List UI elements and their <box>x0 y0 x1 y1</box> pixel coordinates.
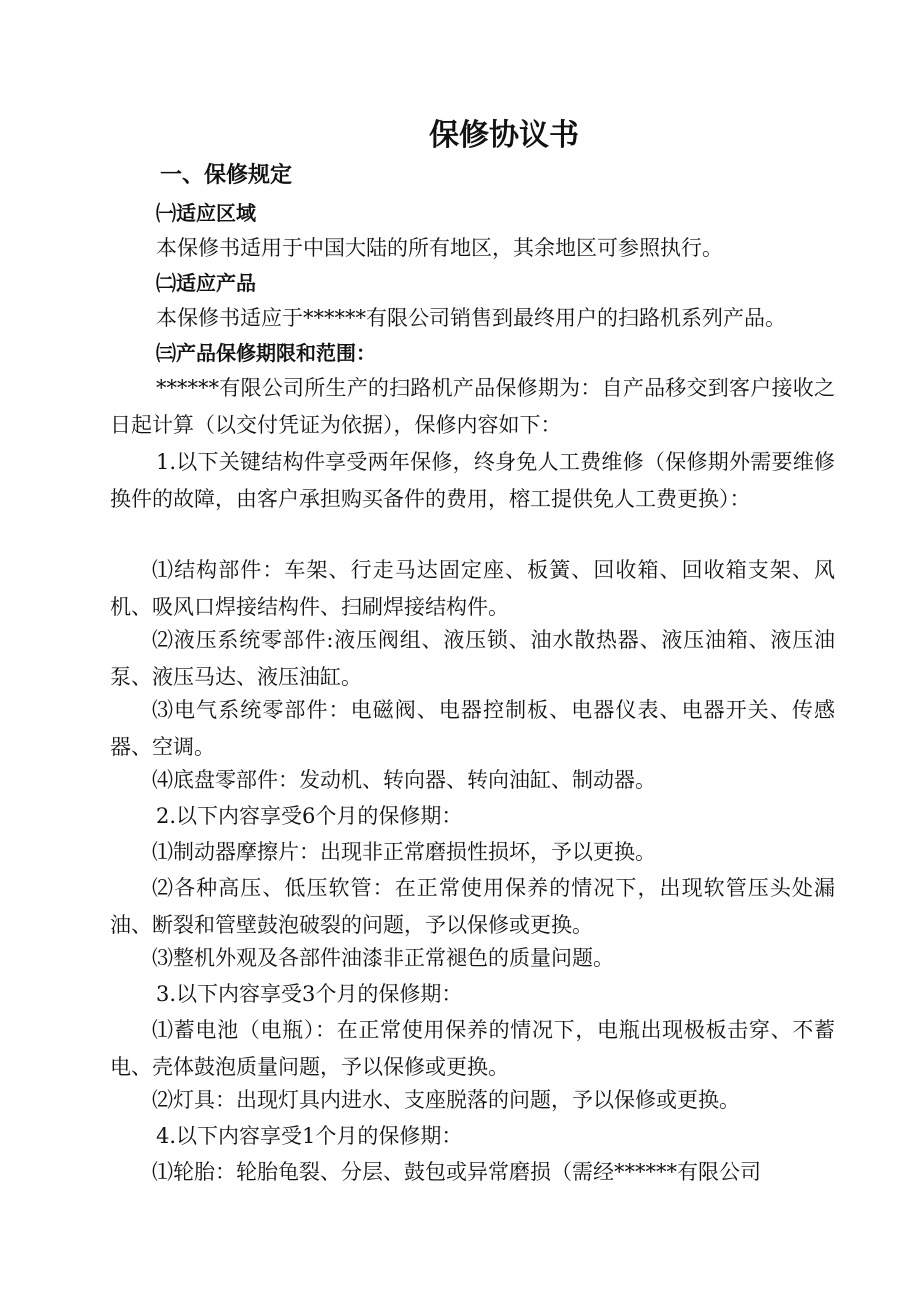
paragraph-item-1-3: ⑶电气系统零部件：电磁阀、电器控制板、电器仪表、电器开关、传感器、空调。 <box>110 698 835 759</box>
subheading-applicable-products: ㈡适应产品 <box>156 271 256 295</box>
paragraph-item-2-1: ⑴制动器摩擦片：出现非正常磨损性损坏，予以更换。 <box>152 840 656 864</box>
paragraph-item-1-4: ⑷底盘零部件：发动机、转向器、转向油缸、制动器。 <box>152 768 656 792</box>
subheading-applicable-region: ㈠适应区域 <box>156 201 256 225</box>
paragraph-item-2-3: ⑶整机外观及各部件油漆非正常褪色的质量问题。 <box>152 946 614 970</box>
paragraph-item-3: 3.以下内容享受3个月的保修期： <box>156 982 463 1006</box>
paragraph-region: 本保修书适用于中国大陆的所有地区，其余地区可参照执行。 <box>156 236 723 260</box>
paragraph-item-4-1: ⑴轮胎：轮胎龟裂、分层、鼓包或异常磨损（需经******有限公司 <box>152 1160 761 1184</box>
paragraph-products: 本保修书适应于******有限公司销售到最终用户的扫路机系列产品。 <box>156 306 786 330</box>
paragraph-item-2-2: ⑵各种高压、低压软管：在正常使用保养的情况下，出现软管压头处漏油、断裂和管壁鼓泡破裂的问题，予以保修或更换。 <box>110 876 835 937</box>
paragraph-item-1-2: ⑵液压系统零部件:液压阀组、液压锁、油水散热器、液压油箱、液压油泵、液压马达、液压油缸。 <box>110 628 835 689</box>
section-heading-warranty-rules: 一、保修规定 <box>160 163 293 188</box>
paragraph-intro: ******有限公司所生产的扫路机产品保修期为：自产品移交到客户接收之日起计算（以交付凭证为依据），保修内容如下： <box>110 376 835 437</box>
document-title: 保修协议书 <box>429 118 579 153</box>
subheading-warranty-period-scope: ㈢产品保修期限和范围： <box>156 341 376 365</box>
paragraph-item-1-1: ⑴结构部件：车架、行走马达固定座、板簧、回收箱、回收箱支架、风机、吸风口焊接结构件、扫刷焊接结构件。 <box>110 558 835 619</box>
paragraph-item-3-2: ⑵灯具：出现灯具内进水、支座脱落的问题，予以保修或更换。 <box>152 1088 740 1112</box>
paragraph-item-2: 2.以下内容享受6个月的保修期： <box>156 804 463 828</box>
paragraph-item-1: 1.以下关键结构件享受两年保修，终身免人工费维修（保修期外需要维修换件的故障，由客户承担购买备件的费用，榕工提供免人工费更换）： <box>110 450 835 511</box>
paragraph-item-4: 4.以下内容享受1个月的保修期： <box>156 1124 463 1148</box>
paragraph-item-3-1: ⑴蓄电池（电瓶）：在正常使用保养的情况下，电瓶出现极板击穿、不蓄电、壳体鼓泡质量问题，予以保修或更换。 <box>110 1018 835 1079</box>
